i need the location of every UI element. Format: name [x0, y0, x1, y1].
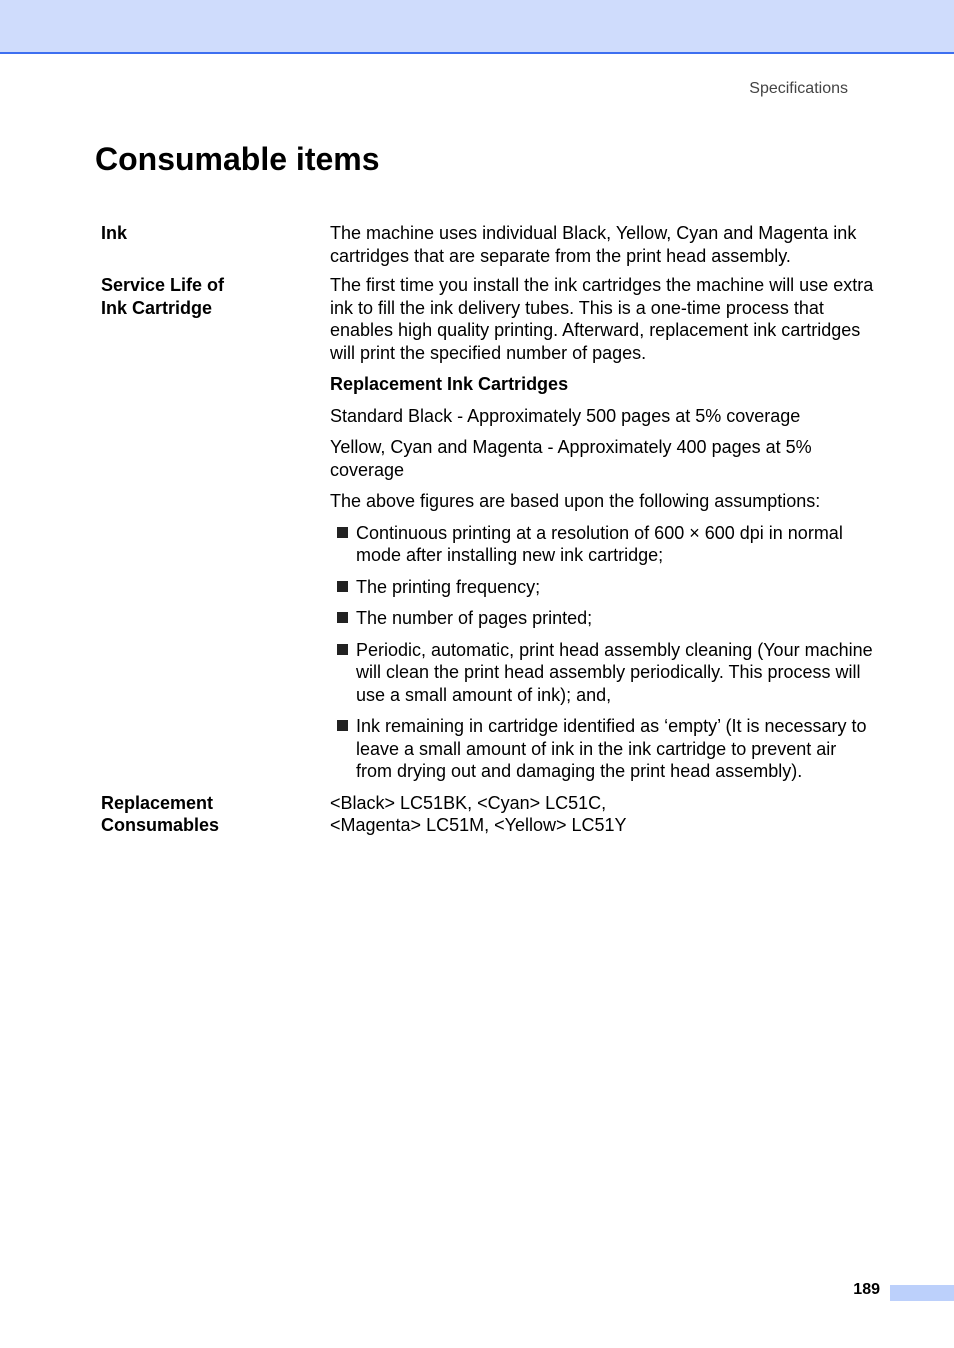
subheading-replacement: Replacement Ink Cartridges — [330, 374, 569, 394]
list-item-text: The number of pages printed; — [356, 608, 593, 628]
paragraph-color-yield: Yellow, Cyan and Magenta - Approximately 400 pages at 5% coverage — [330, 437, 812, 480]
list-item — [330, 607, 875, 630]
page-tab — [890, 1285, 954, 1301]
page-number: 189 — [853, 1281, 880, 1298]
spec-content-service-life — [330, 274, 875, 792]
spec-label-service-life — [101, 274, 330, 792]
list-item-text: Ink remaining in cartridge identified as ‘empty’ (It is necessary to leave a small amount of ink in the ink cartridge to prevent air from drying out and damaging the print head assembly). — [356, 716, 867, 781]
paragraph-intro: The first time you install the ink cartridges the machine will use extra ink to fill the ink delivery tubes. This is a one-time process that enables high quality printing. Afterward, replacement ink cartridges will print the specified number of pages. — [330, 275, 874, 363]
list-item — [330, 639, 875, 707]
list-item-text: The printing frequency; — [356, 576, 541, 597]
label-line: Consumables — [101, 815, 220, 835]
spec-label-replacement-consumables — [101, 792, 330, 837]
spec-row-ink — [101, 222, 881, 267]
consumables-line: <Black> LC51BK, <Cyan> LC51C, — [330, 792, 607, 813]
square-bullet-icon — [337, 720, 348, 731]
header-section-label: Specifications — [749, 80, 848, 97]
spec-label-ink: Ink — [101, 223, 128, 243]
paragraph-black-yield: Standard Black - Approximately 500 pages at 5% coverage — [330, 405, 801, 426]
spec-row-replacement-consumables — [101, 792, 881, 837]
spec-content-replacement-consumables — [330, 792, 875, 837]
list-item — [330, 576, 875, 599]
list-item-text: Periodic, automatic, print head assembly cleaning (Your machine will clean the print head assembly periodically. This process will use a small amount of ink); and, — [356, 639, 873, 705]
label-line: Ink Cartridge — [101, 297, 213, 318]
square-bullet-icon — [337, 612, 348, 623]
list-item — [330, 522, 875, 567]
paragraph-assumptions: The above figures are based upon the following assumptions: — [330, 491, 821, 511]
spec-row-service-life — [101, 274, 881, 792]
square-bullet-icon — [337, 527, 348, 538]
square-bullet-icon — [337, 581, 348, 592]
spec-content-ink: The machine uses individual Black, Yellow, Cyan and Magenta ink cartridges that are separate from the print head assembly. — [330, 223, 857, 266]
label-line: Replacement — [101, 792, 214, 813]
spec-table — [101, 222, 881, 837]
page-title: Consumable items — [95, 141, 380, 177]
header-band — [0, 0, 954, 54]
consumables-line: <Magenta> LC51M, <Yellow> LC51Y — [330, 815, 627, 835]
list-item — [330, 715, 875, 783]
square-bullet-icon — [337, 644, 348, 655]
label-line: Service Life of — [101, 275, 225, 295]
list-item-text: Continuous printing at a resolution of 600 × 600 dpi in normal mode after installing new ink cartridge; — [356, 522, 843, 565]
assumption-list — [330, 522, 875, 783]
